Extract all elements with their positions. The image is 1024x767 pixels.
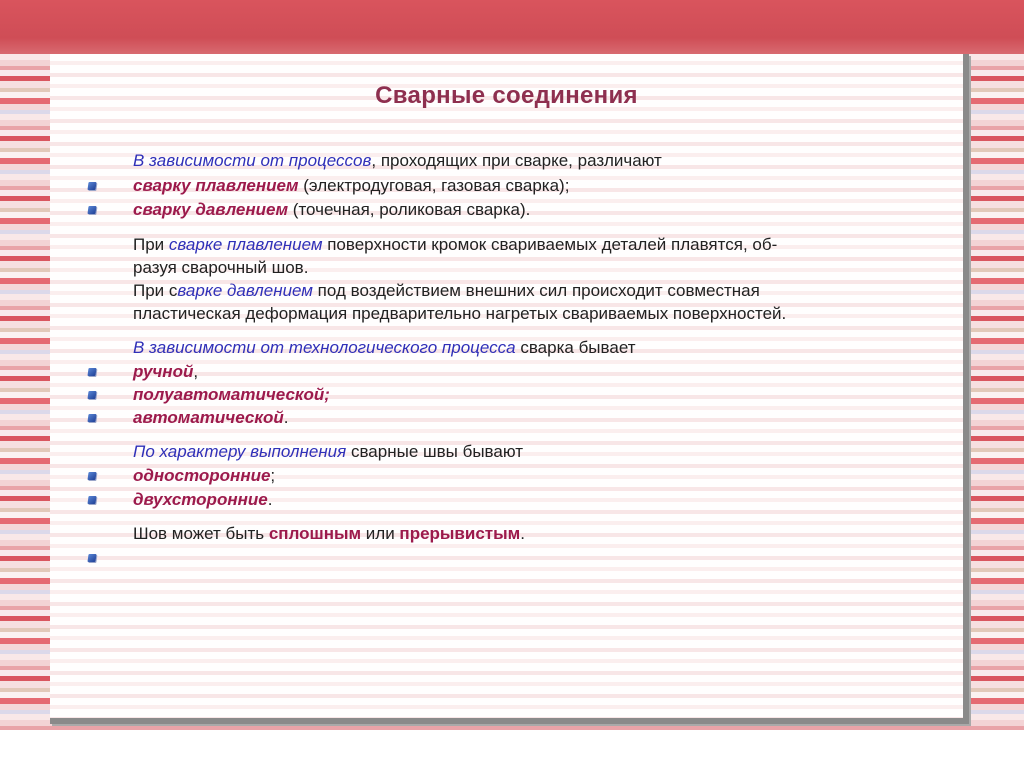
text-fragment: Шов может быть xyxy=(133,524,269,543)
list-item-emphasis: двухсторонние xyxy=(133,490,268,509)
list-item-rest: (точечная, роликовая сварка). xyxy=(288,200,531,219)
list-item-rest: (электродуговая, газовая сварка); xyxy=(298,176,570,195)
list-item-emphasis: автоматической xyxy=(133,408,284,427)
list-item xyxy=(133,407,288,429)
para3-intro-blue: В зависимости от технологического процесса xyxy=(133,338,516,357)
text-fragment: под воздействием внешних сил происходит совместная xyxy=(312,281,760,300)
para1-intro-rest: , проходящих при сварке, различают xyxy=(371,151,662,170)
para1-intro xyxy=(133,150,662,172)
list-item xyxy=(133,175,569,197)
list-item-emphasis: односторонние xyxy=(133,466,271,485)
para1-intro-blue: В зависимости от процессов xyxy=(133,151,372,170)
para4-intro-rest: сварные швы бывают xyxy=(346,442,524,461)
square-bullet-icon xyxy=(87,206,96,214)
para2-emphasis: варке давлением xyxy=(177,281,313,300)
para2-emphasis: сварке плавлением xyxy=(168,235,323,254)
list-item-emphasis: сварку плавлением xyxy=(133,176,299,195)
text-fragment: При с xyxy=(133,281,178,300)
para2-line3 xyxy=(133,280,760,302)
bottom-white-band xyxy=(0,730,1024,767)
square-bullet-icon xyxy=(87,496,96,504)
para2-line2: разуя сварочный шов. xyxy=(133,258,309,277)
list-item xyxy=(133,199,530,221)
list-item-rest: . xyxy=(267,490,273,509)
para5-line xyxy=(133,523,525,545)
list-item-emphasis: сварку давлением xyxy=(133,200,289,219)
list-item-rest: ; xyxy=(270,466,276,485)
list-item xyxy=(133,489,272,511)
text-fragment: поверхности кромок свариваемых деталей плавятся, об- xyxy=(322,235,778,254)
para4-intro-blue: По характеру выполнения xyxy=(133,442,347,461)
list-item-rest: , xyxy=(193,362,199,381)
square-bullet-icon xyxy=(87,182,96,190)
square-bullet-icon xyxy=(87,414,96,422)
para5-emphasis: прерывистым xyxy=(399,524,521,543)
para3-intro-rest: сварка бывает xyxy=(515,338,636,357)
para4-intro xyxy=(133,441,523,463)
para5-emphasis: сплошным xyxy=(268,524,362,543)
list-item-emphasis: полуавтоматической; xyxy=(133,385,330,404)
list-item-rest: . xyxy=(283,408,289,427)
para2-line1 xyxy=(133,234,777,256)
list-item xyxy=(133,361,198,383)
top-decorative-band xyxy=(0,0,1024,54)
para3-intro xyxy=(133,337,636,359)
para2-line4: пластическая деформация предварительно нагретых свариваемых поверхностей. xyxy=(133,304,787,323)
list-item xyxy=(133,465,275,487)
square-bullet-icon xyxy=(87,472,96,480)
square-bullet-icon xyxy=(87,554,96,562)
square-bullet-icon xyxy=(87,391,96,399)
square-bullet-icon xyxy=(87,368,96,376)
list-item xyxy=(133,384,330,406)
list-item-emphasis: ручной xyxy=(133,362,194,381)
text-fragment: При xyxy=(133,235,169,254)
slide-title: Сварные соединения xyxy=(375,82,638,109)
slide-card xyxy=(50,54,969,724)
text-fragment: . xyxy=(520,524,525,543)
text-fragment: или xyxy=(361,524,400,543)
